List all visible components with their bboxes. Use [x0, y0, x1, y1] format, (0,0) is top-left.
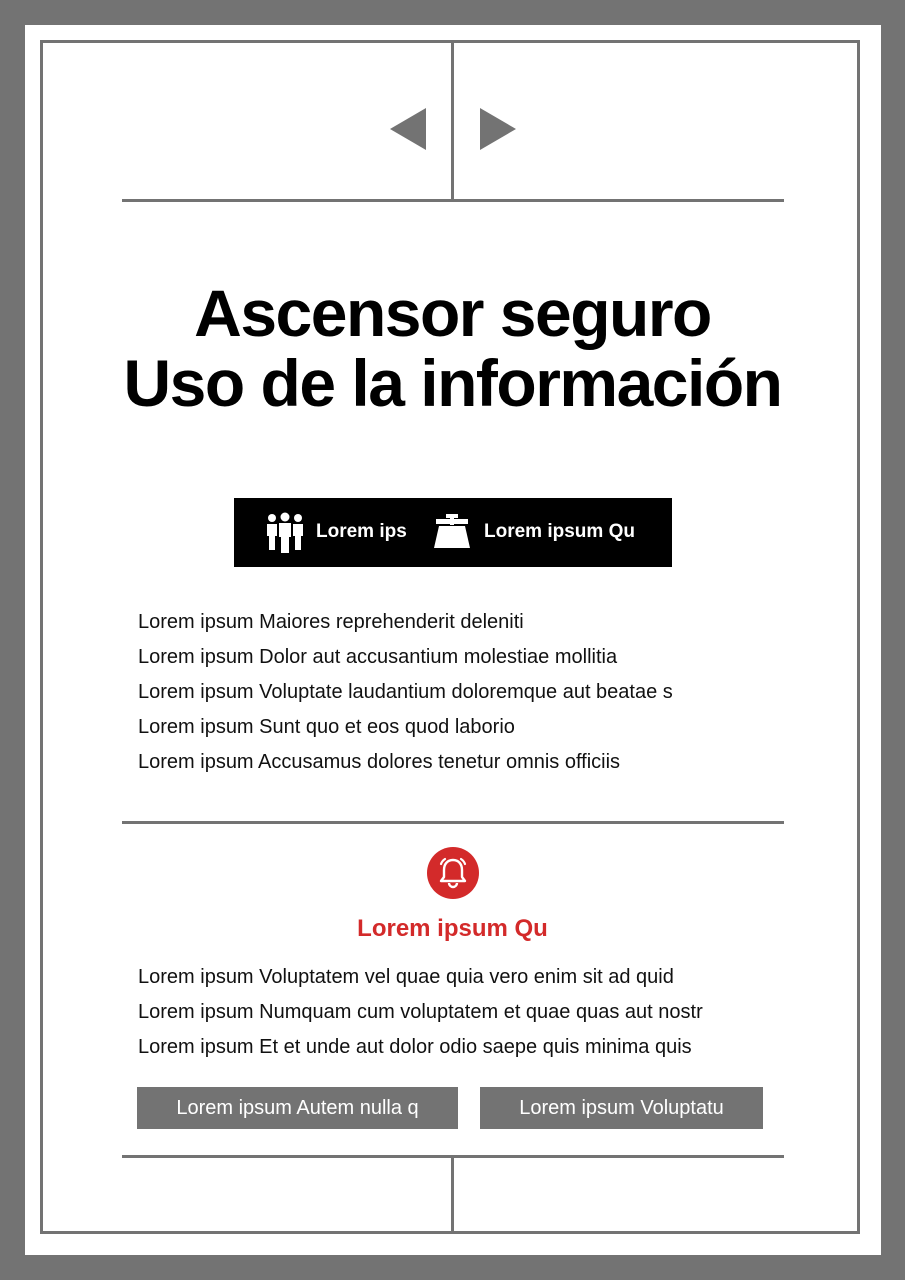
header-rule: [122, 199, 784, 202]
section-rule: [122, 821, 784, 824]
info-item-2-label: Lorem ipsum Qu: [484, 521, 635, 542]
list-item: Lorem ipsum Dolor aut accusantium molestiae mollitia: [138, 646, 618, 668]
primary-action-button[interactable]: Lorem ipsum Autem nulla q: [137, 1087, 458, 1129]
bell-icon: [427, 847, 479, 899]
list-item: Lorem ipsum Accusamus dolores tenetur omnis officiis: [138, 751, 621, 773]
list-item: Lorem ipsum Sunt quo et eos quod laborio: [138, 716, 515, 738]
info-bar: [234, 498, 672, 567]
scale-icon: [432, 512, 472, 557]
title-line-2: Uso de la información: [123, 346, 782, 420]
alert-list: [138, 960, 703, 1065]
info-item-1-label: Lorem ips: [316, 521, 407, 542]
bottom-divider: [451, 1158, 454, 1234]
title-line-1: Ascensor seguro: [194, 276, 711, 350]
list-item: Lorem ipsum Voluptate laudantium doloremque aut beatae s: [138, 681, 673, 703]
top-divider: [451, 43, 454, 200]
people-group-icon: [264, 512, 306, 559]
list-item: Lorem ipsum Maiores reprehenderit deleniti: [138, 611, 524, 633]
list-item: Lorem ipsum Et et unde aut dolor odio saepe quis minima quis: [138, 1036, 692, 1058]
alert-title: Lorem ipsum Qu: [357, 915, 548, 942]
feature-list: [138, 605, 673, 780]
list-item: Lorem ipsum Numquam cum voluptatem et quae quas aut nostr: [138, 1001, 703, 1023]
list-item: Lorem ipsum Voluptatem vel quae quia vero enim sit ad quid: [138, 966, 674, 988]
previous-arrow-icon[interactable]: [390, 108, 426, 150]
page-title: [60, 278, 845, 418]
secondary-action-button[interactable]: Lorem ipsum Voluptatu: [480, 1087, 763, 1129]
next-arrow-icon[interactable]: [480, 108, 516, 150]
